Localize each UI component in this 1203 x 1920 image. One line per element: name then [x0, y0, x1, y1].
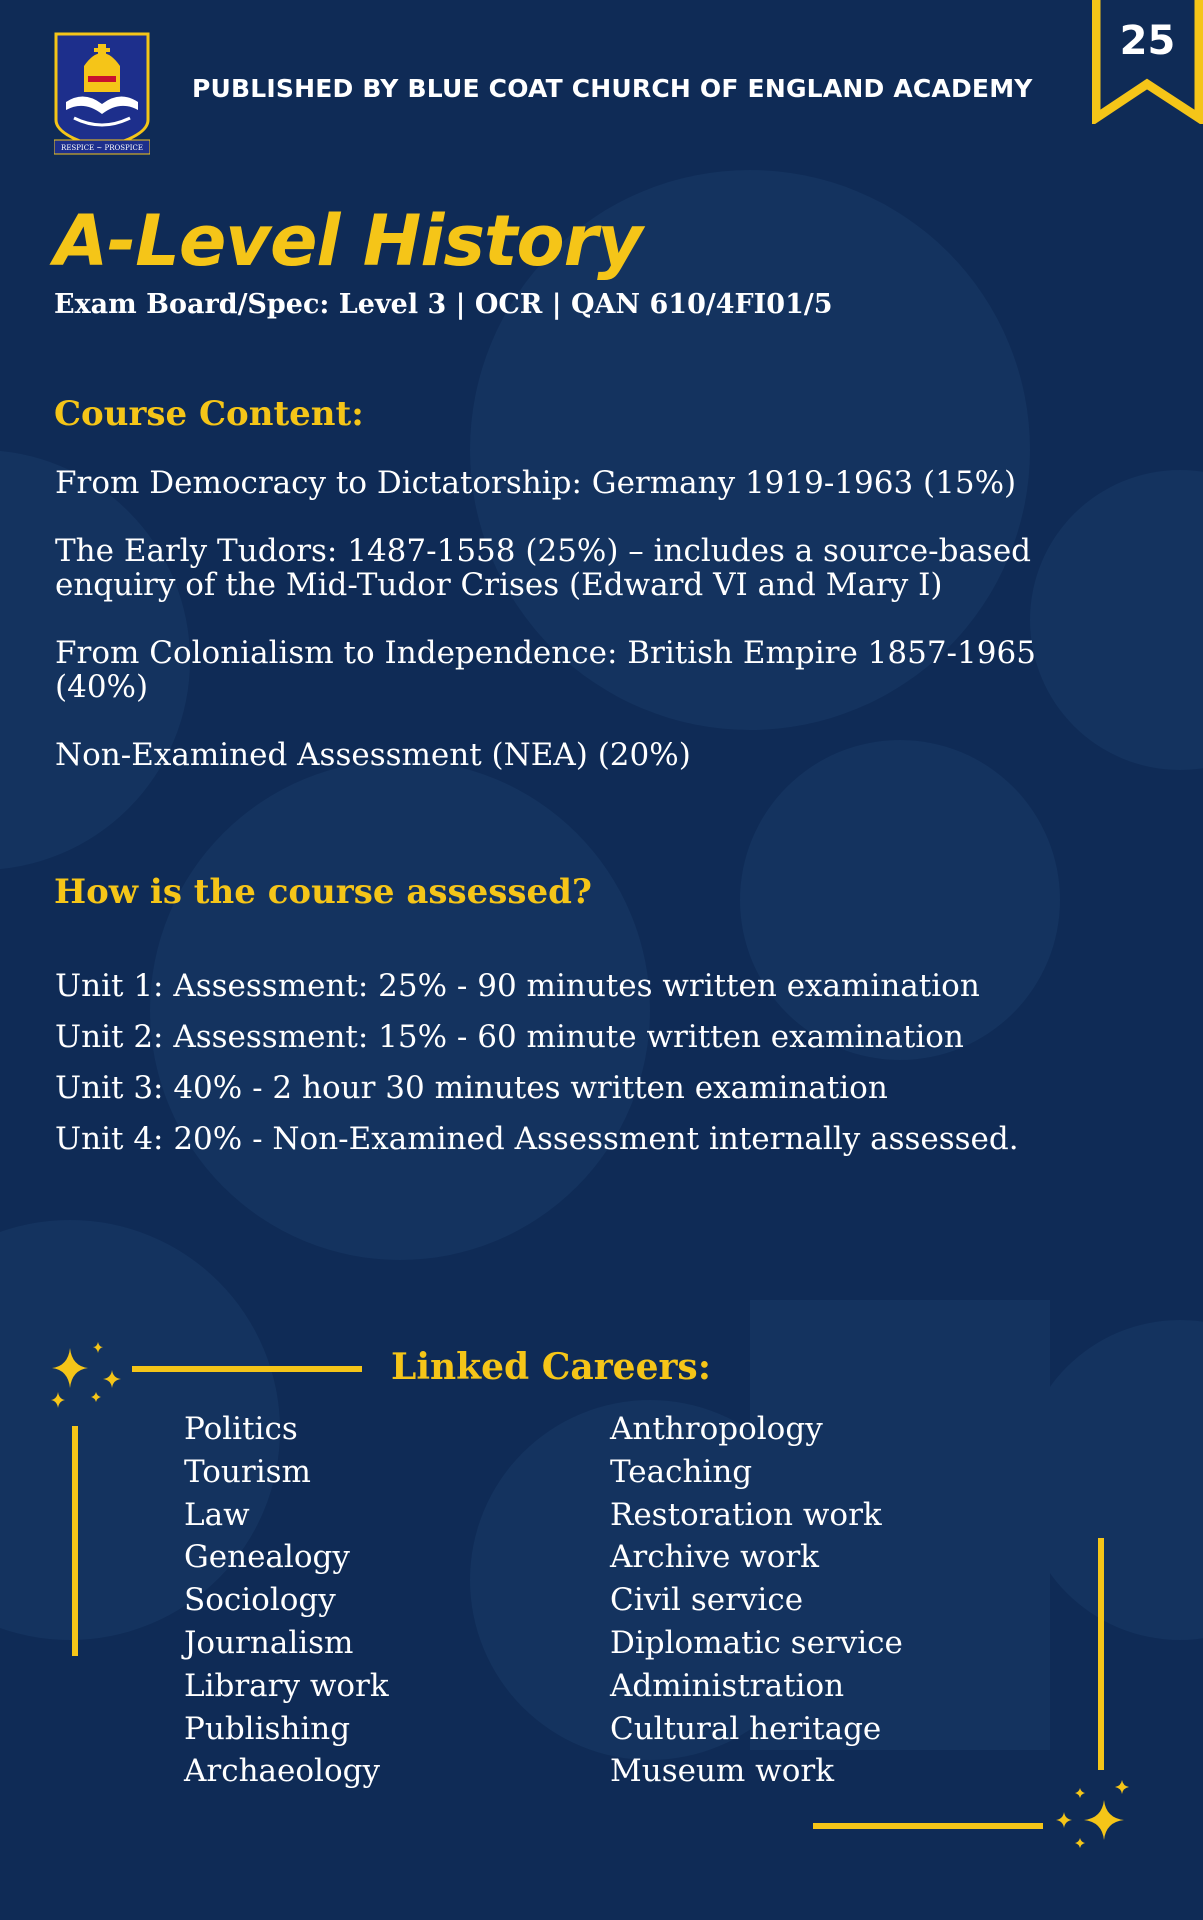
assessment-heading: How is the course assessed? — [54, 872, 592, 912]
career-item: Journalism — [184, 1624, 354, 1661]
content-item: From Colonialism to Independence: British Empire 1857-1965 (40%) — [55, 635, 1036, 705]
careers-column-b — [610, 1408, 903, 1793]
course-content-heading: Course Content: — [54, 394, 364, 434]
assessment-item: Unit 2: Assessment: 15% - 60 minute written examination — [55, 1019, 964, 1055]
career-item: Cultural heritage — [610, 1710, 882, 1747]
career-item: Museum work — [610, 1753, 834, 1790]
careers-divider-bottom — [813, 1823, 1043, 1829]
careers-divider-top — [132, 1366, 362, 1372]
careers-heading: Linked Careers: — [391, 1346, 711, 1388]
careers-divider-right — [1098, 1538, 1104, 1770]
page-number: 25 — [1119, 18, 1176, 64]
sparkle-icon-bottom — [1044, 1774, 1136, 1854]
career-item: Anthropology — [610, 1411, 823, 1447]
careers-column-a — [184, 1408, 389, 1793]
career-item: Archive work — [610, 1539, 819, 1576]
publisher-text: PUBLISHED BY BLUE COAT CHURCH OF ENGLAND ACADEMY — [192, 74, 1033, 103]
career-item: Restoration work — [610, 1496, 882, 1533]
career-item: Publishing — [184, 1710, 351, 1747]
career-item: Administration — [610, 1667, 845, 1704]
exam-spec: Exam Board/Spec: Level 3 | OCR | QAN 610/4FI01/5 — [54, 289, 833, 320]
career-item: Diplomatic service — [610, 1624, 903, 1661]
careers-divider-left — [72, 1426, 78, 1656]
crest-motto: RESPICE ~ PROSPICE — [61, 144, 143, 152]
sparkle-icon-top — [42, 1340, 134, 1420]
career-item: Archaeology — [184, 1753, 380, 1790]
career-item: Politics — [184, 1411, 298, 1447]
career-item: Law — [184, 1496, 250, 1533]
content-item: The Early Tudors: 1487-1558 (25%) – includes a source-based enquiry of the Mid-Tudor Crises (Edward VI and Mary I) — [55, 533, 1032, 603]
career-item: Teaching — [610, 1453, 753, 1490]
assessment-item: Unit 3: 40% - 2 hour 30 minutes written examination — [55, 1070, 888, 1106]
career-item: Tourism — [184, 1453, 311, 1490]
content-item: Non-Examined Assessment (NEA) (20%) — [55, 737, 691, 773]
assessment-list — [55, 961, 1095, 1165]
career-item: Genealogy — [184, 1539, 350, 1576]
assessment-item: Unit 1: Assessment: 25% - 90 minutes written examination — [55, 968, 980, 1004]
course-content-list — [55, 466, 1095, 806]
content-item: From Democracy to Dictatorship: Germany 1919-1963 (15%) — [55, 465, 1017, 501]
school-crest-logo — [54, 32, 150, 156]
career-item: Civil service — [610, 1582, 804, 1619]
page-title: A-Level History — [54, 200, 642, 282]
assessment-item: Unit 4: 20% - Non-Examined Assessment internally assessed. — [55, 1121, 1019, 1157]
career-item: Library work — [184, 1667, 389, 1704]
career-item: Sociology — [184, 1582, 336, 1619]
